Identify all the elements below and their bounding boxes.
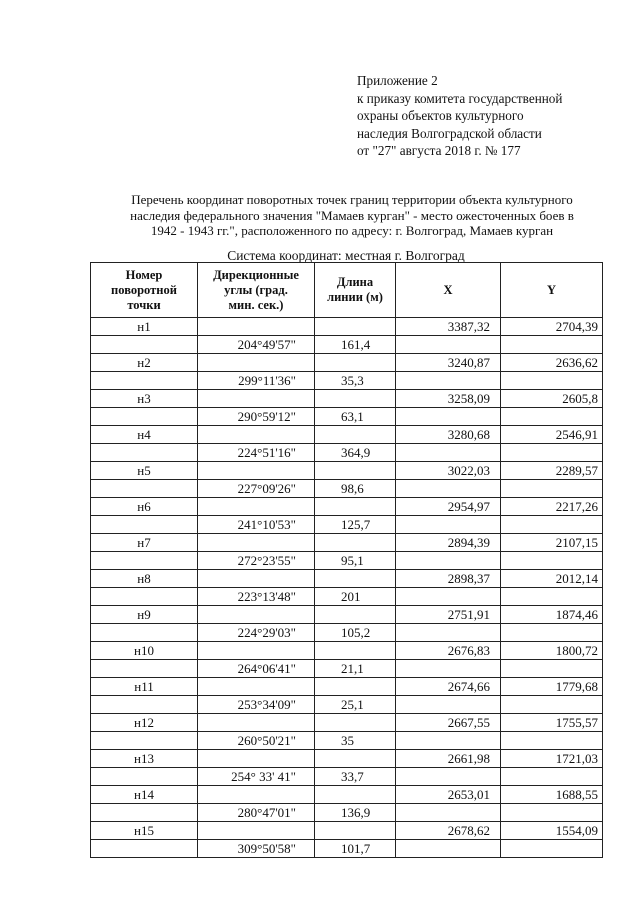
y-cell (501, 588, 603, 606)
length-cell (315, 426, 396, 444)
y-cell (501, 480, 603, 498)
table-row (91, 588, 603, 606)
table-row (91, 804, 603, 822)
angle-cell: 299°11'36" (198, 372, 315, 390)
angle-cell (198, 822, 315, 840)
y-cell (501, 444, 603, 462)
y-cell (501, 552, 603, 570)
angle-cell (198, 426, 315, 444)
point-cell: н11 (91, 678, 198, 696)
x-cell: 3387,32 (396, 318, 501, 336)
x-cell: 3280,68 (396, 426, 501, 444)
header-angle: Дирекционные углы (град. мин. сек.) (198, 263, 315, 318)
point-cell (91, 408, 198, 426)
table-row (91, 696, 603, 714)
table-header-row (91, 263, 603, 318)
angle-cell: 204°49'57" (198, 336, 315, 354)
y-cell: 1800,72 (501, 642, 603, 660)
point-cell: н14 (91, 786, 198, 804)
angle-cell (198, 498, 315, 516)
point-cell: н13 (91, 750, 198, 768)
y-cell (501, 696, 603, 714)
angle-cell: 241°10'53" (198, 516, 315, 534)
table-row (91, 426, 603, 444)
title-line: 1942 - 1943 гг.", расположенного по адресу: г. Волгоград, Мамаев курган (150, 223, 554, 238)
table-row (91, 570, 603, 588)
length-cell (315, 786, 396, 804)
length-cell: 125,7 (315, 516, 396, 534)
point-cell (91, 372, 198, 390)
length-cell (315, 642, 396, 660)
title-line: Перечень координат поворотных точек границ территории объекта культурного (131, 192, 573, 207)
x-cell (396, 660, 501, 678)
angle-cell: 253°34'09" (198, 696, 315, 714)
length-cell: 364,9 (315, 444, 396, 462)
table-row (91, 372, 603, 390)
x-cell (396, 732, 501, 750)
y-cell: 1721,03 (501, 750, 603, 768)
x-cell: 2676,83 (396, 642, 501, 660)
length-cell: 101,7 (315, 840, 396, 858)
point-cell: н4 (91, 426, 198, 444)
y-cell (501, 840, 603, 858)
length-cell: 35,3 (315, 372, 396, 390)
y-cell: 2012,14 (501, 570, 603, 588)
y-cell: 2636,62 (501, 354, 603, 372)
length-cell (315, 606, 396, 624)
y-cell: 1688,55 (501, 786, 603, 804)
angle-cell (198, 570, 315, 588)
angle-cell (198, 462, 315, 480)
x-cell (396, 516, 501, 534)
point-cell: н3 (91, 390, 198, 408)
table-row (91, 552, 603, 570)
point-cell: н10 (91, 642, 198, 660)
table-row (91, 354, 603, 372)
x-cell (396, 804, 501, 822)
point-cell: н12 (91, 714, 198, 732)
length-cell: 136,9 (315, 804, 396, 822)
length-cell: 105,2 (315, 624, 396, 642)
y-cell (501, 372, 603, 390)
table-row (91, 786, 603, 804)
point-cell: н6 (91, 498, 198, 516)
angle-cell: 290°59'12" (198, 408, 315, 426)
y-cell (501, 516, 603, 534)
point-cell (91, 768, 198, 786)
point-cell (91, 624, 198, 642)
x-cell: 2751,91 (396, 606, 501, 624)
point-cell (91, 444, 198, 462)
length-cell (315, 822, 396, 840)
x-cell: 3022,03 (396, 462, 501, 480)
x-cell: 3258,09 (396, 390, 501, 408)
table-body (91, 318, 603, 858)
x-cell (396, 840, 501, 858)
point-cell: н2 (91, 354, 198, 372)
document-title (84, 192, 620, 239)
table-row (91, 516, 603, 534)
length-cell: 25,1 (315, 696, 396, 714)
x-cell: 2661,98 (396, 750, 501, 768)
table-row (91, 498, 603, 516)
point-cell (91, 336, 198, 354)
y-cell: 1755,57 (501, 714, 603, 732)
x-cell: 3240,87 (396, 354, 501, 372)
angle-cell (198, 390, 315, 408)
y-cell: 2605,8 (501, 390, 603, 408)
y-cell: 1779,68 (501, 678, 603, 696)
title-line: наследия федерального значения "Мамаев курган" - место ожесточенных боев в (130, 207, 574, 223)
y-cell (501, 768, 603, 786)
table-row (91, 444, 603, 462)
point-cell (91, 480, 198, 498)
table-row (91, 390, 603, 408)
x-cell (396, 624, 501, 642)
header-point: Номер поворотной точки (91, 263, 198, 318)
angle-cell: 272°23'55" (198, 552, 315, 570)
length-cell (315, 354, 396, 372)
angle-cell (198, 534, 315, 552)
length-cell (315, 390, 396, 408)
x-cell: 2653,01 (396, 786, 501, 804)
table-row (91, 714, 603, 732)
y-cell (501, 408, 603, 426)
header-length: Длина линии (м) (315, 263, 396, 318)
y-cell: 2289,57 (501, 462, 603, 480)
x-cell (396, 336, 501, 354)
length-cell: 35 (315, 732, 396, 750)
x-cell: 2954,97 (396, 498, 501, 516)
y-cell: 2217,26 (501, 498, 603, 516)
angle-cell (198, 354, 315, 372)
y-cell (501, 660, 603, 678)
appendix-line: к приказу комитета государственной (357, 90, 563, 106)
x-cell: 2674,66 (396, 678, 501, 696)
point-cell: н15 (91, 822, 198, 840)
y-cell (501, 336, 603, 354)
length-cell (315, 534, 396, 552)
appendix-line: наследия Волгоградской области (357, 125, 542, 141)
point-cell (91, 588, 198, 606)
length-cell: 33,7 (315, 768, 396, 786)
length-cell (315, 570, 396, 588)
x-cell: 2667,55 (396, 714, 501, 732)
coordinate-system-label: Система координат: местная г. Волгоград (227, 248, 465, 263)
header-y: Y (501, 263, 603, 318)
table-row (91, 606, 603, 624)
length-cell (315, 498, 396, 516)
x-cell (396, 372, 501, 390)
angle-cell: 224°51'16" (198, 444, 315, 462)
x-cell (396, 480, 501, 498)
length-cell: 63,1 (315, 408, 396, 426)
angle-cell: 309°50'58" (198, 840, 315, 858)
table-row (91, 534, 603, 552)
point-cell (91, 732, 198, 750)
point-cell: н1 (91, 318, 198, 336)
table-row (91, 318, 603, 336)
point-cell (91, 516, 198, 534)
point-cell: н7 (91, 534, 198, 552)
y-cell: 2704,39 (501, 318, 603, 336)
table-row (91, 768, 603, 786)
y-cell (501, 804, 603, 822)
point-cell (91, 840, 198, 858)
length-cell (315, 714, 396, 732)
table-row (91, 750, 603, 768)
length-cell (315, 318, 396, 336)
table-row (91, 480, 603, 498)
y-cell: 2107,15 (501, 534, 603, 552)
angle-cell (198, 786, 315, 804)
length-cell: 95,1 (315, 552, 396, 570)
point-cell (91, 660, 198, 678)
point-cell: н9 (91, 606, 198, 624)
y-cell: 1554,09 (501, 822, 603, 840)
x-cell: 2894,39 (396, 534, 501, 552)
table-row (91, 732, 603, 750)
angle-cell: 264°06'41" (198, 660, 315, 678)
appendix-line: от "27" августа 2018 г. № 177 (357, 143, 521, 159)
table-row (91, 336, 603, 354)
point-cell (91, 696, 198, 714)
length-cell: 201 (315, 588, 396, 606)
angle-cell: 224°29'03" (198, 624, 315, 642)
length-cell: 21,1 (315, 660, 396, 678)
angle-cell: 223°13'48" (198, 588, 315, 606)
point-cell (91, 804, 198, 822)
x-cell (396, 408, 501, 426)
angle-cell (198, 606, 315, 624)
length-cell (315, 750, 396, 768)
table-row (91, 678, 603, 696)
coordinates-table (90, 262, 603, 858)
appendix-header (357, 72, 562, 160)
angle-cell: 260°50'21" (198, 732, 315, 750)
angle-cell: 227°09'26" (198, 480, 315, 498)
angle-cell (198, 642, 315, 660)
length-cell: 161,4 (315, 336, 396, 354)
table-row (91, 660, 603, 678)
header-x: X (396, 263, 501, 318)
angle-cell (198, 678, 315, 696)
angle-cell (198, 318, 315, 336)
point-cell: н8 (91, 570, 198, 588)
x-cell (396, 444, 501, 462)
table-row (91, 624, 603, 642)
y-cell: 1874,46 (501, 606, 603, 624)
angle-cell: 280°47'01" (198, 804, 315, 822)
point-cell: н5 (91, 462, 198, 480)
x-cell (396, 552, 501, 570)
x-cell: 2898,37 (396, 570, 501, 588)
point-cell (91, 552, 198, 570)
length-cell (315, 462, 396, 480)
y-cell (501, 624, 603, 642)
x-cell: 2678,62 (396, 822, 501, 840)
length-cell: 98,6 (315, 480, 396, 498)
y-cell: 2546,91 (501, 426, 603, 444)
angle-cell: 254° 33' 41" (198, 768, 315, 786)
appendix-line: Приложение 2 (357, 73, 438, 88)
angle-cell (198, 714, 315, 732)
x-cell (396, 588, 501, 606)
x-cell (396, 696, 501, 714)
appendix-line: охраны объектов культурного (357, 108, 524, 124)
table-row (91, 462, 603, 480)
table-row (91, 408, 603, 426)
table-row (91, 642, 603, 660)
angle-cell (198, 750, 315, 768)
table-row (91, 822, 603, 840)
length-cell (315, 678, 396, 696)
x-cell (396, 768, 501, 786)
table-row (91, 840, 603, 858)
y-cell (501, 732, 603, 750)
